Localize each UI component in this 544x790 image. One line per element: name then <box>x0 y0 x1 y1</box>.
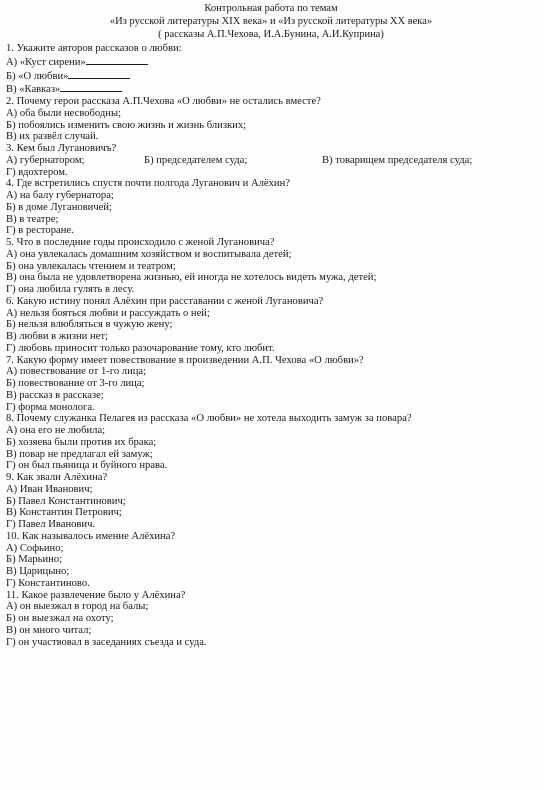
answer-option-text: Г) Константиново. <box>6 577 90 589</box>
answer-option-text: А) он выезжал в город на балы; <box>6 601 149 613</box>
page-title: Контрольная работа по темам <box>204 3 338 14</box>
answer-option <box>6 108 536 120</box>
answer-option <box>6 190 536 202</box>
question-10 <box>6 531 536 590</box>
answer-option-text: Г) она любила гулять в лесу. <box>6 284 135 295</box>
answer-option <box>6 543 536 555</box>
question-text: 1. Укажите авторов рассказов о любви: <box>6 43 182 54</box>
answer-option <box>6 578 536 590</box>
answer-blank[interactable] <box>68 69 130 79</box>
answer-option <box>6 82 536 96</box>
answer-option <box>6 284 536 296</box>
question-text: 9. Как звали Алёхина? <box>6 472 108 483</box>
answer-option <box>6 496 536 508</box>
question-text: 8. Почему служанка Пелагея из рассказа «О любви» не хотела выходить замуж за повара? <box>6 413 412 425</box>
answer-option-text: В) «Кавказ» <box>6 84 61 96</box>
answer-option-text: Б) она увлекалась чтением и театром; <box>6 260 176 272</box>
answer-option-text: В) повар не предлагал ей замуж; <box>6 448 153 460</box>
question-2 <box>6 96 536 143</box>
answer-option <box>6 249 536 261</box>
answer-option-text: Б) нельзя влюбляться в чужую жену; <box>6 319 173 331</box>
question-text: 4. Где встретились спустя почти полгода Луганович и Алёхин? <box>6 178 290 190</box>
answer-option <box>6 225 536 237</box>
answer-option <box>6 507 536 519</box>
answer-option <box>6 437 536 449</box>
answer-option <box>6 378 536 390</box>
question-text: 7. Какую форму имеет повествование в произведении А.П. Чехова «О любви»? <box>6 354 364 366</box>
options-row <box>6 155 536 167</box>
answer-option <box>6 272 536 284</box>
answer-option <box>6 625 536 637</box>
answer-option <box>6 613 536 625</box>
answer-option <box>6 319 536 331</box>
answer-option-text: А) «Куст сирени» <box>6 56 86 68</box>
answer-option-text: А) повествование от 1-го лица; <box>6 366 147 378</box>
answer-option-text: В) Константин Петрович; <box>6 507 122 519</box>
answer-option-text: А) Иван Иванович; <box>6 483 93 495</box>
answer-option-text: Б) повествование от 3-го лица; <box>6 378 145 389</box>
answer-option <box>6 601 536 613</box>
answer-option-text: А) оба были несвободны; <box>6 107 122 119</box>
page-subtitle: «Из русской литературы XIX века» и «Из русской литературы XX века» <box>109 16 433 27</box>
answer-option <box>6 460 536 472</box>
answer-option <box>6 554 536 566</box>
stories-line: ( рассказы А.П.Чехова, И.А.Бунина, А.И.Куприна) <box>158 29 384 40</box>
answer-option: Б) председателем суда; <box>144 154 248 166</box>
answer-option-text: Б) побоялись изменить свою жизнь и жизнь близких; <box>6 119 247 131</box>
answer-option-text: А) она увлекалась домашним хозяйством и воспитывала детей; <box>6 248 292 260</box>
answer-option-text: Б) хозяева были против их брака; <box>6 436 157 448</box>
answer-option <box>6 402 536 414</box>
answer-option-text: В) любви в жизни нет; <box>6 331 108 342</box>
answer-option-text: А) она его не любила; <box>6 425 106 436</box>
answer-option-text: Г) Павел Иванович. <box>6 519 96 530</box>
answer-option <box>6 120 536 132</box>
answer-option <box>6 331 536 343</box>
question-text: 5. Что в последние годы происходило с женой Лугановича? <box>6 237 275 248</box>
answer-option <box>6 566 536 578</box>
question-1 <box>6 43 536 96</box>
question-6 <box>6 296 536 355</box>
answer-option <box>6 366 536 378</box>
question-text: 2. Почему герои рассказа А.П.Чехова «О любви» не остались вместе? <box>6 96 321 107</box>
question-text: 10. Как называлось имение Алёхина? <box>6 530 176 542</box>
question-5 <box>6 237 536 296</box>
answer-option <box>6 55 536 69</box>
answer-option <box>6 214 536 226</box>
answer-option-text: Б) «О любви» <box>6 70 69 82</box>
answer-blank[interactable] <box>60 82 122 92</box>
answer-option <box>6 449 536 461</box>
answer-option <box>6 484 536 496</box>
question-text: 6. Какую истину понял Алёхин при расставании с женой Лугановича? <box>6 295 324 307</box>
question-3 <box>6 143 536 178</box>
answer-option-text: В) он много читал; <box>6 624 92 636</box>
answer-option <box>6 131 536 143</box>
answer-option-text: В) Царицыно; <box>6 566 70 577</box>
answer-option-text: Г) форма монолога. <box>6 401 95 413</box>
answer-option <box>6 343 536 355</box>
answer-option <box>6 425 536 437</box>
page-header <box>6 0 536 41</box>
question-8 <box>6 413 536 472</box>
answer-option <box>6 69 536 83</box>
answer-option-text: Г) любовь приносит только разочарование тому, кто любит. <box>6 342 275 354</box>
answer-option <box>6 202 536 214</box>
answer-option: А) губернатором; <box>6 154 85 166</box>
answer-option-text: В) она была не удовлетворена жизнью, ей иногда не хотелось видеть мужа, детей; <box>6 272 377 284</box>
answer-option-text: Г) в ресторане. <box>6 225 74 237</box>
answer-option <box>6 261 536 273</box>
answer-option-text: Г) он участвовал в заседаниях съезда и суда. <box>6 636 207 648</box>
answer-option-text: Б) Павел Константинович; <box>6 495 126 507</box>
questions-list <box>6 43 536 648</box>
answer-blank[interactable] <box>86 55 148 65</box>
question-11 <box>6 590 536 649</box>
answer-option-text: А) Софьино; <box>6 542 64 554</box>
answer-option: Г) вдохтером. <box>6 166 68 178</box>
question-9 <box>6 472 536 531</box>
answer-option-text: Б) в доме Лугановичей; <box>6 201 112 213</box>
answer-option-text: В) рассказ в рассказе; <box>6 389 104 401</box>
answer-option-text: Б) он выезжал на охоту; <box>6 613 114 624</box>
answer-option <box>6 519 536 531</box>
answer-option-text: А) на балу губернатора; <box>6 190 114 201</box>
answer-option <box>6 308 536 320</box>
answer-option-text: Г) он был пьяница и буйного нрава. <box>6 460 168 472</box>
question-7 <box>6 355 536 414</box>
answer-option: В) товарищем председателя суда; <box>322 154 473 166</box>
answer-option <box>6 390 536 402</box>
answer-option-text: А) нельзя бояться любви и рассуждать о ней; <box>6 307 210 319</box>
answer-option <box>6 637 536 649</box>
answer-option-text: Б) Марьино; <box>6 554 63 566</box>
answer-option-text: В) их развёл случай. <box>6 131 99 143</box>
question-text: 11. Какое развлечение было у Алёхина? <box>6 589 186 601</box>
answer-option-text: В) в театре; <box>6 213 59 225</box>
question-4 <box>6 178 536 237</box>
question-text: 3. Кем был Лугановичъ? <box>6 143 117 154</box>
